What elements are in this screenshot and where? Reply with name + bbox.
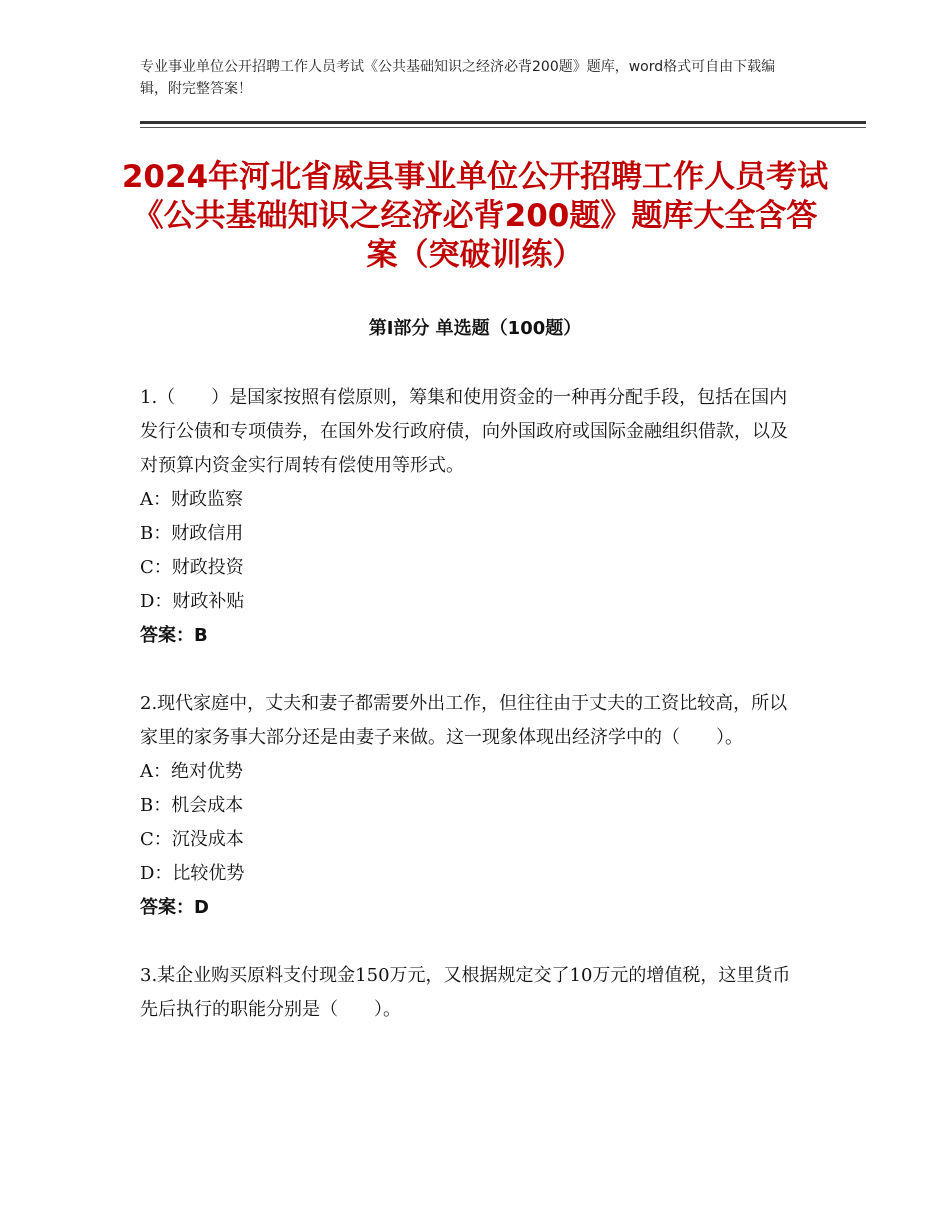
header-note: 专业事业单位公开招聘工作人员考试《公共基础知识之经济必背200题》题库，word格式可自由下载编辑，附完整答案！ bbox=[140, 59, 776, 97]
option-d: D：比较优势 bbox=[140, 863, 245, 884]
question-list bbox=[140, 381, 805, 1061]
option-c: C：沉没成本 bbox=[140, 829, 244, 850]
option-b: B：财政信用 bbox=[140, 523, 244, 544]
question-stem: 3.某企业购买原料支付现金150万元，又根据规定交了10万元的增值税，这里货币先后执行的职能分别是（ ）。 bbox=[140, 965, 791, 1020]
answer: 答案：D bbox=[140, 897, 209, 918]
header-rule-thick bbox=[140, 121, 866, 124]
question-1 bbox=[140, 381, 805, 653]
question-3 bbox=[140, 959, 805, 1027]
option-d: D：财政补贴 bbox=[140, 591, 245, 612]
option-a: A：财政监察 bbox=[140, 489, 243, 510]
section-title: 第Ⅰ部分 单选题（100题） bbox=[368, 318, 582, 339]
question-stem: 1.（ ）是国家按照有偿原则，筹集和使用资金的一种再分配手段，包括在国内发行公债和专项债券，在国外发行政府债，向外国政府或国际金融组织借款，以及对预算内资金实行周转有偿使用等形式。 bbox=[140, 387, 788, 476]
option-a: A：绝对优势 bbox=[140, 761, 243, 782]
option-c: C：财政投资 bbox=[140, 557, 244, 578]
answer: 答案：B bbox=[140, 625, 208, 646]
document-title: 2024年河北省威县事业单位公开招聘工作人员考试《公共基础知识之经济必背200题》题库大全含答案（突破训练） bbox=[121, 159, 829, 273]
question-stem: 2.现代家庭中，丈夫和妻子都需要外出工作，但往往由于丈夫的工资比较高，所以家里的家务事大部分还是由妻子来做。这一现象体现出经济学中的（ ）。 bbox=[140, 693, 788, 748]
header-rule-thin bbox=[140, 127, 866, 128]
option-b: B：机会成本 bbox=[140, 795, 244, 816]
question-2 bbox=[140, 687, 805, 925]
